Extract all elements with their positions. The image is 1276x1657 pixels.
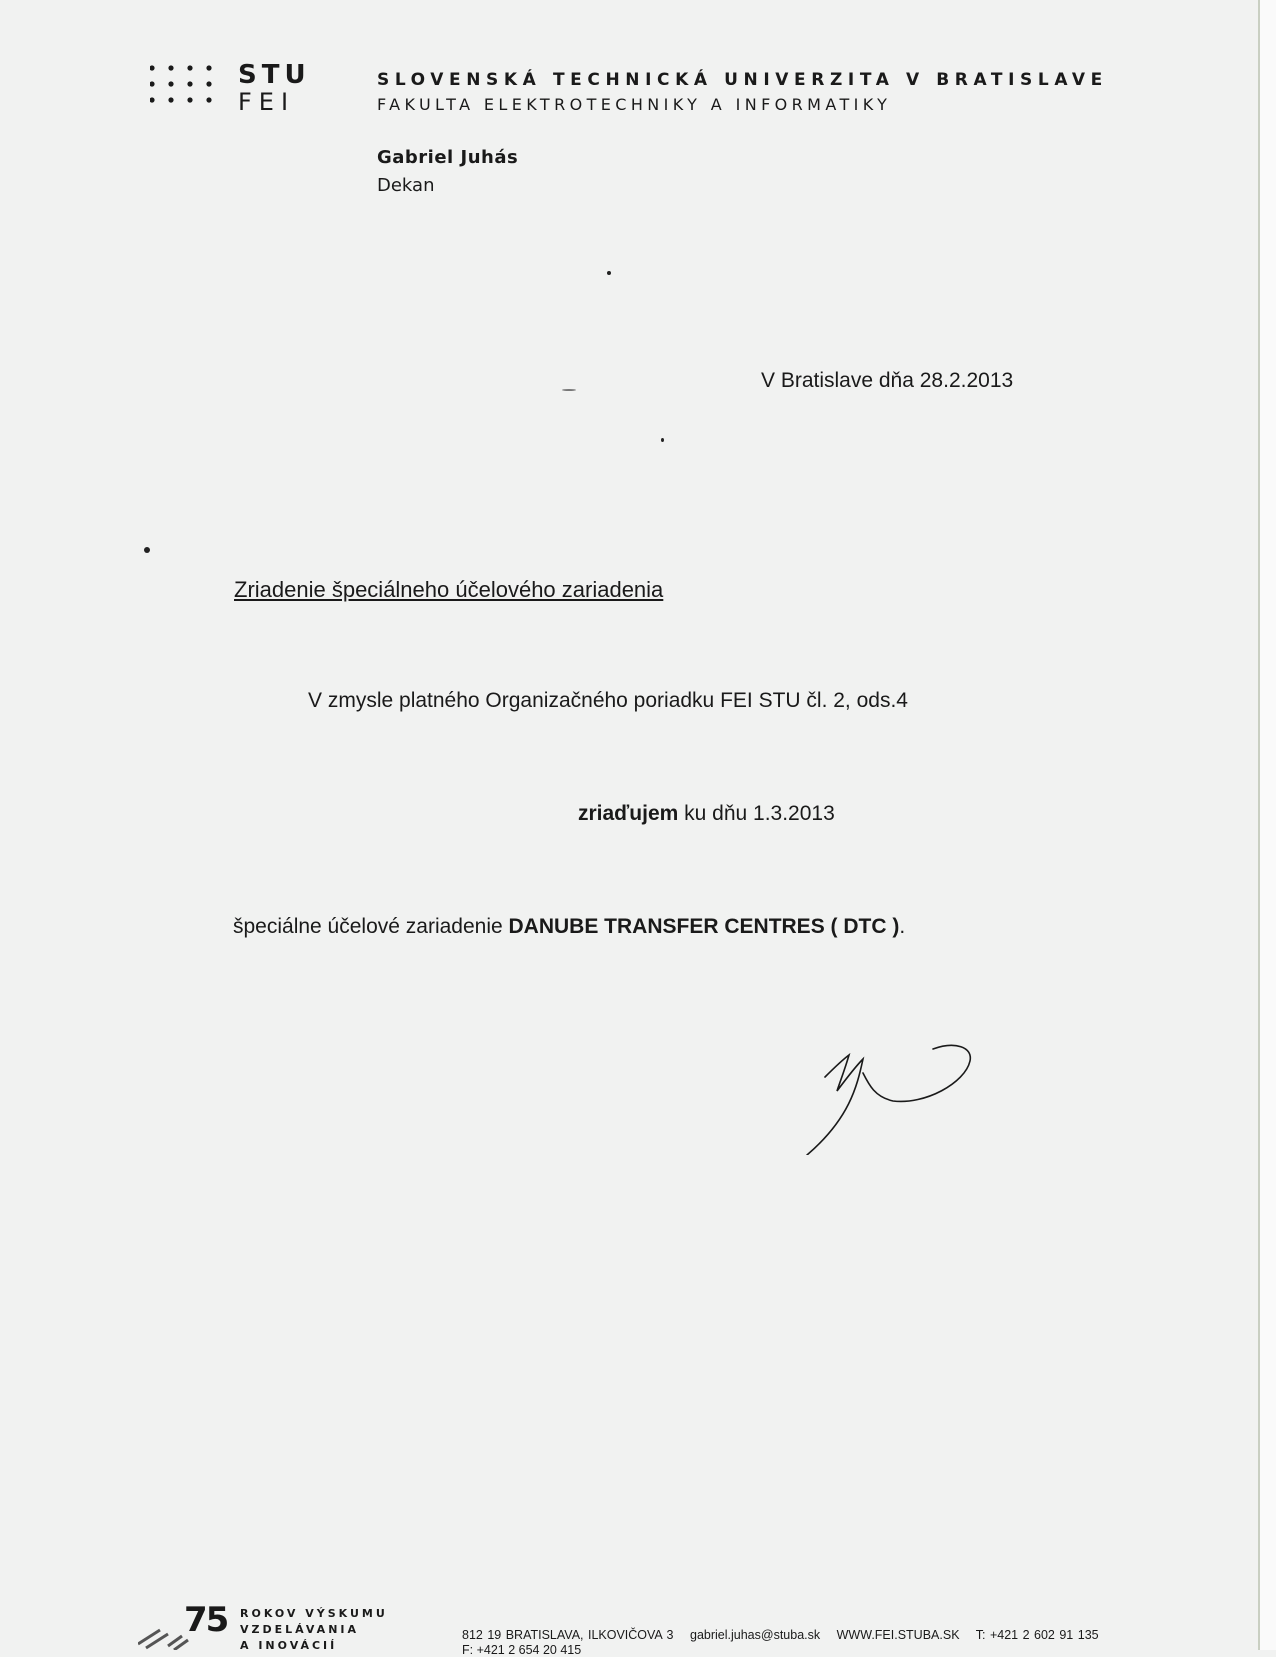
scan-speck	[607, 271, 611, 275]
logo-line-fei: FEI	[238, 88, 296, 116]
dean-title: Dekan	[377, 175, 435, 196]
stu-fei-logo-text	[238, 62, 311, 114]
facility-name: DANUBE TRANSFER CENTRES ( DTC )	[508, 915, 900, 938]
facility-period: .	[899, 915, 906, 938]
tagline-line-2: VZDELÁVANIA	[240, 1623, 360, 1636]
scan-speck	[144, 547, 150, 553]
tagline-line-1: ROKOV VÝSKUMU	[240, 1607, 388, 1620]
footer-phone: T: +421 2 602 91 135	[975, 1628, 1099, 1642]
paragraph-regulation: V zmysle platného Organizačného poriadku FEI STU čl. 2, ods.4	[308, 689, 908, 712]
tagline-line-3: A INOVÁCIÍ	[240, 1639, 338, 1652]
scan-speck	[562, 389, 576, 391]
anniversary-years: 75	[184, 1600, 228, 1640]
logo-line-stu: STU	[238, 60, 311, 90]
establish-date: ku dňu 1.3.2013	[678, 802, 835, 825]
anniversary-tagline	[240, 1606, 388, 1654]
dean-signature	[805, 1035, 980, 1155]
paper-edge	[1258, 0, 1276, 1650]
paragraph-establish	[578, 802, 835, 826]
footer-fax: F: +421 2 654 20 415	[462, 1643, 582, 1657]
stu-fei-logo-dots	[150, 64, 220, 116]
footer-contact	[462, 1628, 1111, 1642]
faculty-name: FAKULTA ELEKTROTECHNIKY A INFORMATIKY	[377, 95, 892, 114]
letter-date: V Bratislave dňa 28.2.2013	[761, 369, 1014, 392]
footer-address: 812 19 BRATISLAVA, ILKOVIČOVA 3	[462, 1628, 674, 1642]
paragraph-facility	[233, 915, 905, 939]
establish-verb: zriaďujem	[578, 802, 679, 825]
letter-subject: Zriadenie špeciálneho účelového zariadenia	[234, 577, 664, 602]
university-name: SLOVENSKÁ TECHNICKÁ UNIVERZITA V BRATISLAVE	[377, 70, 1108, 90]
facility-label: špeciálne účelové zariadenie	[233, 915, 509, 938]
dean-name: Gabriel Juhás	[377, 147, 519, 168]
scan-speck	[661, 438, 664, 442]
footer-web[interactable]: WWW.FEI.STUBA.SK	[836, 1628, 960, 1642]
footer-email[interactable]: gabriel.juhas@stuba.sk	[690, 1628, 821, 1642]
